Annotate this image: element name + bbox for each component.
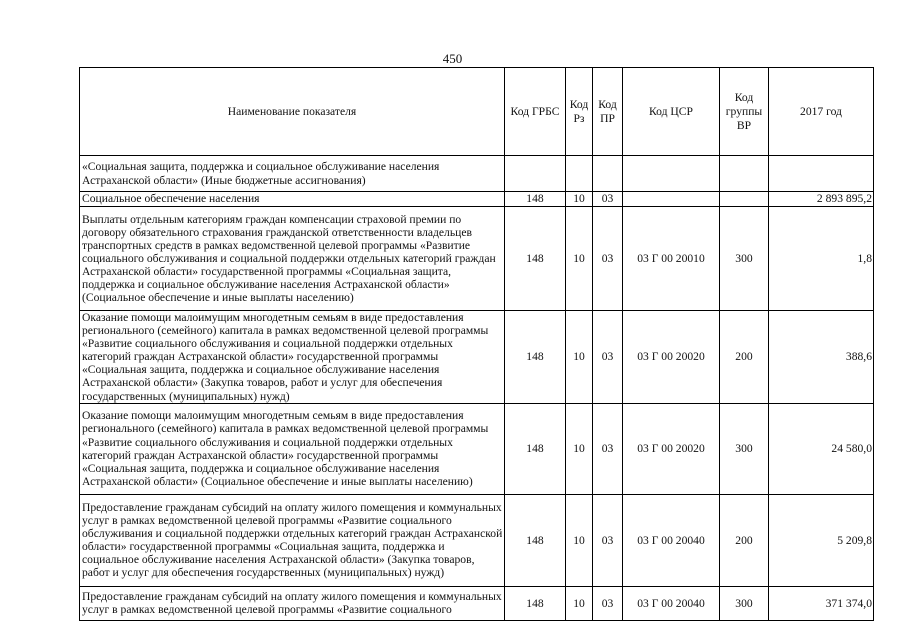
row-name: Предоставление гражданам субсидий на оплату жилого помещения и коммунальных услуг в рамках ведомственной целевой программы «Развитие социального обслуживания и социальной поддержки отдельных категорий граждан Астраханской области» государственной программы «Социальная защита, поддержка и социальное обслуживание населения Астраханской области» (Закупка товаров, работ и услуг для обеспечения государственных (муниципальных) нужд) <box>80 494 505 586</box>
row-rz: 10 <box>566 192 593 207</box>
row-rz: 10 <box>566 403 593 494</box>
row-csr <box>623 192 720 207</box>
row-grbs: 148 <box>505 494 566 586</box>
row-vr: 200 <box>720 311 769 404</box>
header-year: 2017 год <box>769 68 874 156</box>
row-rz <box>566 156 593 192</box>
header-pr: Код ПР <box>593 68 623 156</box>
row-name: «Социальная защита, поддержка и социальное обслуживание населения Астраханской области» (Иные бюджетные ассигнования) <box>80 156 505 192</box>
row-vr: 200 <box>720 494 769 586</box>
row-grbs: 148 <box>505 192 566 207</box>
row-grbs: 148 <box>505 207 566 311</box>
row-name: Оказание помощи малоимущим многодетным семьям в виде предоставления регионального (семейного) капитала в рамках ведомственной целевой программы «Развитие социального обслуживания и социальной поддержки отдельных категорий граждан Астраханской области» государственной программы «Социальная защита, поддержка и социальное обслуживание населения Астраханской области» (Социальное обеспечение и иные выплаты населению) <box>80 403 505 494</box>
row-amount: 24 580,0 <box>769 403 874 494</box>
row-rz: 10 <box>566 311 593 404</box>
row-name: Социальное обеспечение населения <box>80 192 505 207</box>
row-vr: 300 <box>720 586 769 620</box>
row-name: Оказание помощи малоимущим многодетным семьям в виде предоставления регионального (семейного) капитала в рамках ведомственной целевой программы «Развитие социального обслуживания и социальной поддержки отдельных категорий граждан Астраханской области» государственной программы «Социальная защита, поддержка и социальное обслуживание населения Астраханской области» (Закупка товаров, работ и услуг для обеспечения государственных (муниципальных) нужд) <box>80 311 505 404</box>
row-amount <box>769 156 874 192</box>
row-pr: 03 <box>593 311 623 404</box>
row-pr: 03 <box>593 403 623 494</box>
row-vr: 300 <box>720 207 769 311</box>
row-amount: 5 209,8 <box>769 494 874 586</box>
row-csr: 03 Г 00 20020 <box>623 403 720 494</box>
row-amount: 371 374,0 <box>769 586 874 620</box>
row-amount: 2 893 895,2 <box>769 192 874 207</box>
row-csr: 03 Г 00 20010 <box>623 207 720 311</box>
row-grbs: 148 <box>505 586 566 620</box>
row-vr: 300 <box>720 403 769 494</box>
row-rz: 10 <box>566 586 593 620</box>
row-pr <box>593 156 623 192</box>
table-row <box>80 403 874 494</box>
table-header-row <box>80 68 874 156</box>
row-rz: 10 <box>566 207 593 311</box>
header-vr: Код группы ВР <box>720 68 769 156</box>
row-csr: 03 Г 00 20020 <box>623 311 720 404</box>
budget-table <box>79 67 874 621</box>
row-csr: 03 Г 00 20040 <box>623 586 720 620</box>
row-csr <box>623 156 720 192</box>
table-row <box>80 156 874 192</box>
row-amount: 388,6 <box>769 311 874 404</box>
header-name: Наименование показателя <box>80 68 505 156</box>
row-vr <box>720 192 769 207</box>
row-vr <box>720 156 769 192</box>
table-row <box>80 494 874 586</box>
table-row <box>80 207 874 311</box>
row-csr: 03 Г 00 20040 <box>623 494 720 586</box>
table-row <box>80 192 874 207</box>
row-rz: 10 <box>566 494 593 586</box>
row-pr: 03 <box>593 494 623 586</box>
row-grbs <box>505 156 566 192</box>
page-number: 450 <box>442 51 463 66</box>
table-row <box>80 311 874 404</box>
row-pr: 03 <box>593 586 623 620</box>
row-pr: 03 <box>593 192 623 207</box>
header-grbs: Код ГРБС <box>505 68 566 156</box>
table-row <box>80 586 874 620</box>
header-csr: Код ЦСР <box>623 68 720 156</box>
row-name: Предоставление гражданам субсидий на оплату жилого помещения и коммунальных услуг в рамках ведомственной целевой программы «Развитие социального <box>80 586 505 620</box>
row-grbs: 148 <box>505 311 566 404</box>
row-amount: 1,8 <box>769 207 874 311</box>
row-grbs: 148 <box>505 403 566 494</box>
row-name: Выплаты отдельным категориям граждан компенсации страховой премии по договору обязательного страхования гражданской ответственности владельцев транспортных средств в рамках ведомственной целевой программы «Развитие социального обслуживания и социальной поддержки отдельных категорий граждан Астраханской области» государственной программы «Социальная защита, поддержка и социальное обслуживание населения Астраханской области» (Социальное обеспечение и иные выплаты населению) <box>80 207 505 311</box>
row-pr: 03 <box>593 207 623 311</box>
header-rz: Код Рз <box>566 68 593 156</box>
